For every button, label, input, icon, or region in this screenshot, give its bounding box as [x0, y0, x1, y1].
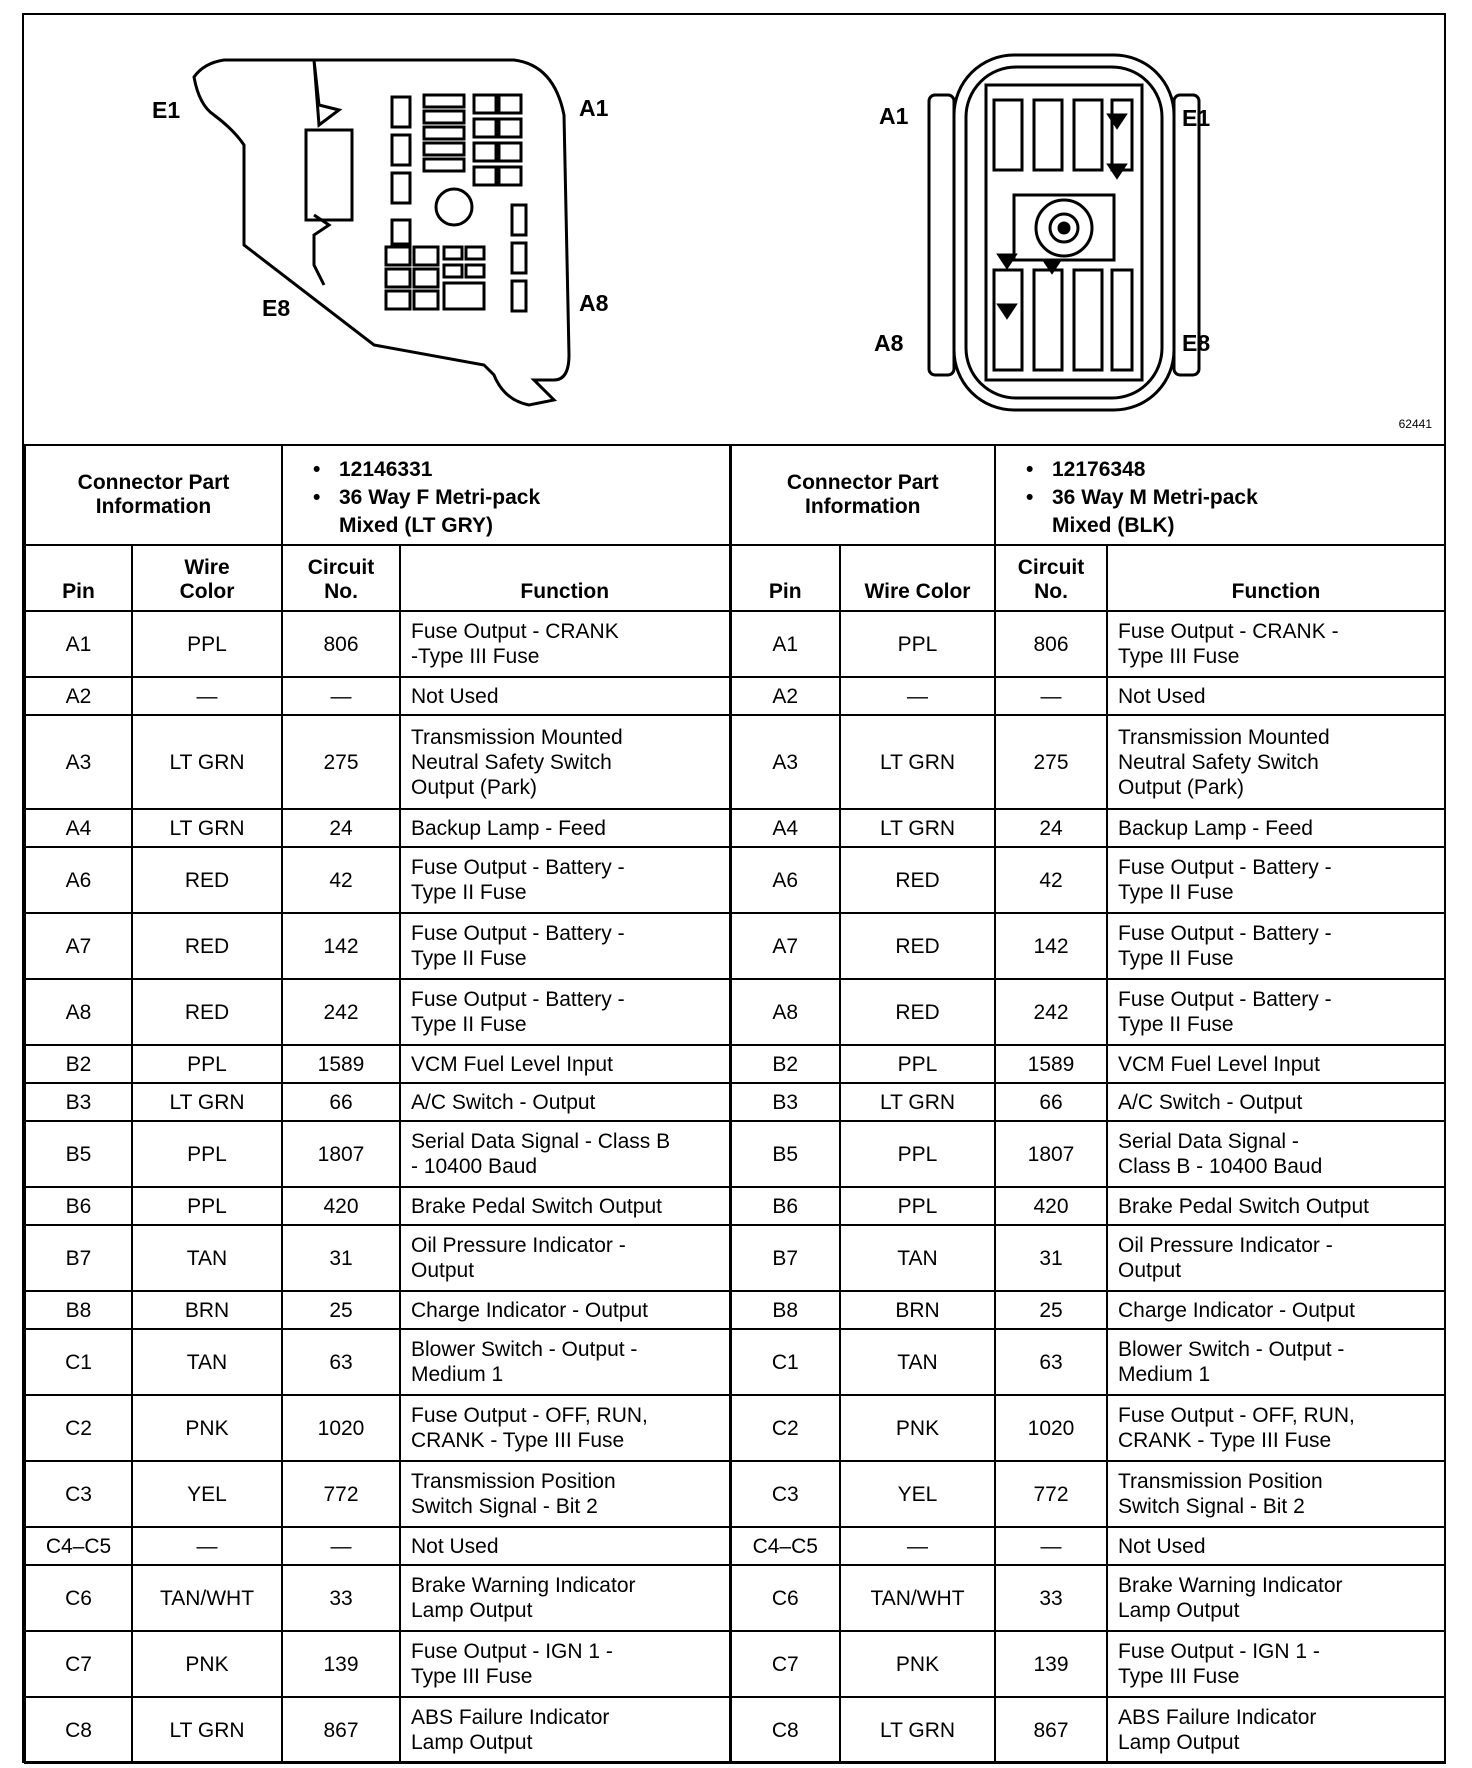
circuit-cell-right: 42: [995, 847, 1107, 913]
function-cell: Backup Lamp - Feed: [400, 809, 730, 847]
wire-color-cell: LT GRN: [132, 1083, 282, 1121]
wire-color-cell: RED: [132, 913, 282, 979]
left-label-e8: E8: [262, 295, 291, 321]
left-connector-face: [194, 60, 569, 405]
circuit-cell-right: 1807: [995, 1121, 1107, 1187]
circuit-cell: 25: [282, 1291, 400, 1329]
wire-color-cell-right: —: [840, 1527, 995, 1565]
function-cell: Transmission Mounted Neutral Safety Switch Output (Park): [400, 715, 730, 809]
pin-cell-right: B2: [730, 1045, 840, 1083]
pin-cell-right: C2: [730, 1395, 840, 1461]
left-label-a1: A1: [579, 95, 609, 121]
circuit-cell: 1589: [282, 1045, 400, 1083]
table-row: [25, 1045, 1445, 1083]
left-connector-parts: [282, 445, 730, 545]
wire-color-cell-right: TAN: [840, 1329, 995, 1395]
table-row: [25, 1527, 1445, 1565]
table-row: [25, 1329, 1445, 1395]
function-cell-right: Backup Lamp - Feed: [1107, 809, 1445, 847]
circuit-cell: 1020: [282, 1395, 400, 1461]
right-connector-parts: [995, 445, 1445, 545]
table-row: [25, 1697, 1445, 1763]
left-connector-info-label: Connector Part Information: [25, 445, 282, 545]
function-cell-right: Not Used: [1107, 677, 1445, 715]
col-function-right: Function: [1107, 545, 1445, 611]
pin-cell: A3: [25, 715, 132, 809]
wire-color-cell-right: TAN/WHT: [840, 1565, 995, 1631]
wire-color-cell: PPL: [132, 1045, 282, 1083]
function-cell-right: Fuse Output - CRANK - Type III Fuse: [1107, 611, 1445, 677]
wire-color-cell-right: RED: [840, 847, 995, 913]
pin-cell: C1: [25, 1329, 132, 1395]
circuit-cell: 772: [282, 1461, 400, 1527]
wire-color-cell: LT GRN: [132, 715, 282, 809]
wire-color-cell: TAN: [132, 1225, 282, 1291]
connector-sheet: [22, 13, 1446, 1763]
circuit-cell: 867: [282, 1697, 400, 1763]
connector-face-drawings: [24, 15, 1444, 444]
circuit-cell-right: 33: [995, 1565, 1107, 1631]
function-cell-right: Brake Pedal Switch Output: [1107, 1187, 1445, 1225]
wire-color-cell-right: PNK: [840, 1631, 995, 1697]
function-cell-right: Charge Indicator - Output: [1107, 1291, 1445, 1329]
function-cell-right: Transmission Mounted Neutral Safety Switch Output (Park): [1107, 715, 1445, 809]
pinout-table: [24, 444, 1446, 1764]
function-cell: Serial Data Signal - Class B - 10400 Baud: [400, 1121, 730, 1187]
function-cell-right: Brake Warning Indicator Lamp Output: [1107, 1565, 1445, 1631]
wire-color-cell-right: PPL: [840, 1187, 995, 1225]
pin-cell-right: B7: [730, 1225, 840, 1291]
left-part-description: • 36 Way F Metri-pack Mixed (LT GRY): [313, 484, 723, 540]
circuit-cell-right: 31: [995, 1225, 1107, 1291]
col-circuit-right: Circuit No.: [995, 545, 1107, 611]
function-cell-right: Fuse Output - OFF, RUN, CRANK - Type III Fuse: [1107, 1395, 1445, 1461]
wire-color-cell: PPL: [132, 1121, 282, 1187]
pin-cell-right: A2: [730, 677, 840, 715]
circuit-cell: 63: [282, 1329, 400, 1395]
col-wire-color-right: Wire Color: [840, 545, 995, 611]
wire-color-cell: LT GRN: [132, 809, 282, 847]
circuit-cell: 139: [282, 1631, 400, 1697]
wire-color-cell: TAN/WHT: [132, 1565, 282, 1631]
function-cell: VCM Fuel Level Input: [400, 1045, 730, 1083]
function-cell-right: VCM Fuel Level Input: [1107, 1045, 1445, 1083]
pin-cell: A2: [25, 677, 132, 715]
function-cell: A/C Switch - Output: [400, 1083, 730, 1121]
function-cell: Fuse Output - Battery - Type II Fuse: [400, 847, 730, 913]
right-label-e1: E1: [1182, 105, 1211, 131]
function-cell-right: A/C Switch - Output: [1107, 1083, 1445, 1121]
circuit-cell: —: [282, 1527, 400, 1565]
pin-cell: B3: [25, 1083, 132, 1121]
pin-cell-right: B6: [730, 1187, 840, 1225]
circuit-cell: 1807: [282, 1121, 400, 1187]
function-cell-right: Fuse Output - Battery - Type II Fuse: [1107, 913, 1445, 979]
wire-color-cell: RED: [132, 847, 282, 913]
right-part-description: • 36 Way M Metri-pack Mixed (BLK): [1026, 484, 1438, 540]
wire-color-cell-right: TAN: [840, 1225, 995, 1291]
pin-cell: A6: [25, 847, 132, 913]
wire-color-cell: PPL: [132, 611, 282, 677]
function-cell: Not Used: [400, 1527, 730, 1565]
circuit-cell-right: 1020: [995, 1395, 1107, 1461]
pin-cell: B7: [25, 1225, 132, 1291]
pin-cell-right: B3: [730, 1083, 840, 1121]
col-wire-color: Wire Color: [132, 545, 282, 611]
wire-color-cell-right: PPL: [840, 1045, 995, 1083]
pin-cell-right: C1: [730, 1329, 840, 1395]
pin-cell-right: C4–C5: [730, 1527, 840, 1565]
left-part-number: • 12146331: [313, 456, 723, 484]
function-cell-right: Fuse Output - Battery - Type II Fuse: [1107, 847, 1445, 913]
function-cell-right: Blower Switch - Output - Medium 1: [1107, 1329, 1445, 1395]
wire-color-cell: RED: [132, 979, 282, 1045]
table-row: [25, 979, 1445, 1045]
circuit-cell-right: 66: [995, 1083, 1107, 1121]
pin-cell: C6: [25, 1565, 132, 1631]
pin-cell-right: A6: [730, 847, 840, 913]
pin-cell: A4: [25, 809, 132, 847]
pin-cell: B8: [25, 1291, 132, 1329]
function-cell: Brake Pedal Switch Output: [400, 1187, 730, 1225]
circuit-cell-right: 806: [995, 611, 1107, 677]
function-cell: Fuse Output - Battery - Type II Fuse: [400, 913, 730, 979]
right-label-a8: A8: [874, 330, 904, 356]
wire-color-cell-right: RED: [840, 913, 995, 979]
wire-color-cell-right: YEL: [840, 1461, 995, 1527]
function-cell-right: ABS Failure Indicator Lamp Output: [1107, 1697, 1445, 1763]
pin-cell: A7: [25, 913, 132, 979]
table-row: [25, 847, 1445, 913]
wire-color-cell-right: LT GRN: [840, 809, 995, 847]
wire-color-cell-right: BRN: [840, 1291, 995, 1329]
pin-cell-right: A1: [730, 611, 840, 677]
wire-color-cell-right: LT GRN: [840, 1083, 995, 1121]
pin-cell-right: A4: [730, 809, 840, 847]
right-connector-face: [929, 55, 1199, 410]
right-label-e8: E8: [1182, 330, 1211, 356]
circuit-cell-right: 275: [995, 715, 1107, 809]
connector-diagram: [24, 15, 1444, 446]
circuit-cell-right: 24: [995, 809, 1107, 847]
table-row: [25, 677, 1445, 715]
function-cell: Fuse Output - Battery - Type II Fuse: [400, 979, 730, 1045]
function-cell: Charge Indicator - Output: [400, 1291, 730, 1329]
circuit-cell: 142: [282, 913, 400, 979]
wire-color-cell-right: PPL: [840, 1121, 995, 1187]
pin-cell: A8: [25, 979, 132, 1045]
pin-cell-right: A3: [730, 715, 840, 809]
circuit-cell-right: 1589: [995, 1045, 1107, 1083]
wire-color-cell: LT GRN: [132, 1697, 282, 1763]
pin-cell: B5: [25, 1121, 132, 1187]
function-cell-right: Fuse Output - Battery - Type II Fuse: [1107, 979, 1445, 1045]
pin-cell-right: A7: [730, 913, 840, 979]
right-label-a1: A1: [879, 103, 909, 129]
right-part-number: • 12176348: [1026, 456, 1438, 484]
circuit-cell-right: 25: [995, 1291, 1107, 1329]
pin-cell-right: C8: [730, 1697, 840, 1763]
function-cell: Oil Pressure Indicator - Output: [400, 1225, 730, 1291]
wire-color-cell-right: LT GRN: [840, 1697, 995, 1763]
table-row: [25, 1291, 1445, 1329]
circuit-cell: 33: [282, 1565, 400, 1631]
wire-color-cell: BRN: [132, 1291, 282, 1329]
pin-cell: C7: [25, 1631, 132, 1697]
col-pin-right: Pin: [730, 545, 840, 611]
table-row: [25, 809, 1445, 847]
wire-color-cell: PNK: [132, 1631, 282, 1697]
function-cell: Brake Warning Indicator Lamp Output: [400, 1565, 730, 1631]
circuit-cell-right: —: [995, 677, 1107, 715]
wire-color-cell-right: PNK: [840, 1395, 995, 1461]
circuit-cell: 24: [282, 809, 400, 847]
table-row: [25, 611, 1445, 677]
function-cell: Fuse Output - OFF, RUN, CRANK - Type III Fuse: [400, 1395, 730, 1461]
circuit-cell: 31: [282, 1225, 400, 1291]
figure-number: 62441: [1398, 417, 1432, 431]
wire-color-cell: —: [132, 1527, 282, 1565]
table-row: [25, 1187, 1445, 1225]
wire-color-cell: TAN: [132, 1329, 282, 1395]
circuit-cell-right: 142: [995, 913, 1107, 979]
function-cell-right: Oil Pressure Indicator - Output: [1107, 1225, 1445, 1291]
table-row: [25, 1395, 1445, 1461]
circuit-cell-right: 63: [995, 1329, 1107, 1395]
circuit-cell-right: 420: [995, 1187, 1107, 1225]
table-row: [25, 1225, 1445, 1291]
wire-color-cell-right: RED: [840, 979, 995, 1045]
function-cell-right: Transmission Position Switch Signal - Bit 2: [1107, 1461, 1445, 1527]
wire-color-cell: PNK: [132, 1395, 282, 1461]
table-row: [25, 1461, 1445, 1527]
pin-cell: B2: [25, 1045, 132, 1083]
circuit-cell-right: 242: [995, 979, 1107, 1045]
wire-color-cell: YEL: [132, 1461, 282, 1527]
function-cell: Fuse Output - CRANK -Type III Fuse: [400, 611, 730, 677]
pin-cell-right: C6: [730, 1565, 840, 1631]
pin-cell: C2: [25, 1395, 132, 1461]
table-row: [25, 1083, 1445, 1121]
wire-color-cell-right: —: [840, 677, 995, 715]
function-cell: Not Used: [400, 677, 730, 715]
function-cell: Fuse Output - IGN 1 - Type III Fuse: [400, 1631, 730, 1697]
circuit-cell: 66: [282, 1083, 400, 1121]
pin-cell: C8: [25, 1697, 132, 1763]
pin-cell-right: B5: [730, 1121, 840, 1187]
function-cell-right: Not Used: [1107, 1527, 1445, 1565]
circuit-cell-right: 772: [995, 1461, 1107, 1527]
left-label-e1: E1: [152, 97, 181, 123]
function-cell-right: Fuse Output - IGN 1 - Type III Fuse: [1107, 1631, 1445, 1697]
pin-cell: C4–C5: [25, 1527, 132, 1565]
circuit-cell: 806: [282, 611, 400, 677]
pin-cell: C3: [25, 1461, 132, 1527]
function-cell: Transmission Position Switch Signal - Bit 2: [400, 1461, 730, 1527]
table-row: [25, 913, 1445, 979]
function-cell: Blower Switch - Output - Medium 1: [400, 1329, 730, 1395]
left-label-a8: A8: [579, 290, 609, 316]
circuit-cell: 420: [282, 1187, 400, 1225]
wire-color-cell-right: LT GRN: [840, 715, 995, 809]
circuit-cell-right: 867: [995, 1697, 1107, 1763]
col-function: Function: [400, 545, 730, 611]
wire-color-cell: PPL: [132, 1187, 282, 1225]
circuit-cell: —: [282, 677, 400, 715]
col-circuit: Circuit No.: [282, 545, 400, 611]
function-cell: ABS Failure Indicator Lamp Output: [400, 1697, 730, 1763]
col-pin: Pin: [25, 545, 132, 611]
circuit-cell: 42: [282, 847, 400, 913]
pin-cell: B6: [25, 1187, 132, 1225]
pin-cell-right: B8: [730, 1291, 840, 1329]
right-connector-info-label: Connector Part Information: [730, 445, 995, 545]
table-row: [25, 1565, 1445, 1631]
wire-color-cell: —: [132, 677, 282, 715]
pin-cell: A1: [25, 611, 132, 677]
table-row: [25, 1631, 1445, 1697]
pinout-rows: [25, 611, 1445, 1763]
circuit-cell-right: —: [995, 1527, 1107, 1565]
pin-cell-right: A8: [730, 979, 840, 1045]
table-row: [25, 1121, 1445, 1187]
function-cell-right: Serial Data Signal - Class B - 10400 Baud: [1107, 1121, 1445, 1187]
circuit-cell: 275: [282, 715, 400, 809]
circuit-cell-right: 139: [995, 1631, 1107, 1697]
pin-cell-right: C3: [730, 1461, 840, 1527]
circuit-cell: 242: [282, 979, 400, 1045]
wire-color-cell-right: PPL: [840, 611, 995, 677]
table-row: [25, 715, 1445, 809]
pin-cell-right: C7: [730, 1631, 840, 1697]
